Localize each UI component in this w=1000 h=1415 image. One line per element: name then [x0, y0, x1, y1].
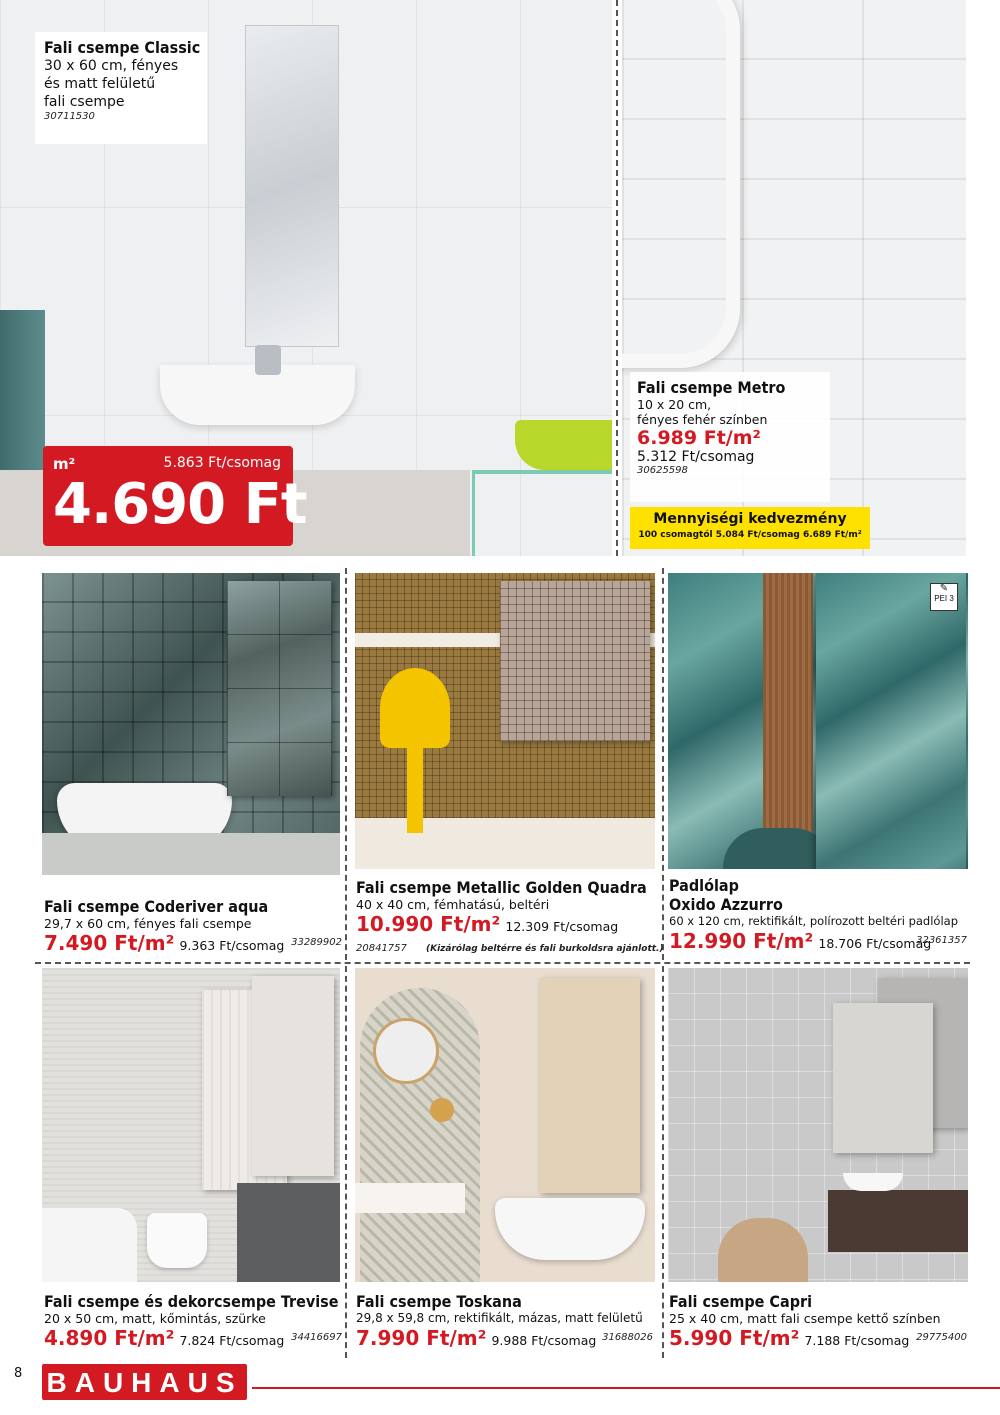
- azzurro-caption: [669, 876, 969, 953]
- capri-tile-sample: [833, 1003, 933, 1153]
- classic-desc-2: és matt felületű: [44, 76, 156, 92]
- azzurro-name-2: Oxido Azzurro: [669, 895, 783, 914]
- azzurro-code: 32361357: [916, 935, 967, 946]
- floor-image: [42, 833, 340, 875]
- classic-desc-3: fali csempe: [44, 94, 125, 110]
- metallic-desc: 40 x 40 cm, fémhatású, beltéri: [356, 897, 550, 912]
- toskana-price: 7.990 Ft/m²: [356, 1326, 487, 1350]
- azzurro-price: 12.990 Ft/m²: [669, 929, 814, 953]
- counter-image: [355, 818, 655, 869]
- separator-top-vertical: [616, 0, 618, 556]
- pei-badge: [930, 583, 958, 611]
- trevise-desc: 20 x 50 cm, matt, kőmintás, szürke: [44, 1311, 266, 1326]
- classic-pack-price: 5.863 Ft/csomag: [163, 455, 281, 471]
- mirror-image: [245, 25, 339, 347]
- separator-mid-horizontal: [35, 962, 970, 964]
- separator-mid-vertical-1: [345, 568, 347, 960]
- toskana-caption: [356, 1292, 661, 1350]
- azzurro-tile-sample: [816, 573, 966, 869]
- coderiver-price: 7.490 Ft/m²: [44, 931, 175, 955]
- metro-caption-box: [630, 372, 830, 502]
- bauhaus-logo-text: BAUHAUS: [46, 1367, 243, 1398]
- coderiver-code: 33289902: [291, 937, 342, 948]
- toskana-tile-sample: [540, 978, 640, 1193]
- azzurro-pack-price: 18.706 Ft/csomag: [818, 936, 932, 951]
- basin-image: [843, 1173, 903, 1191]
- coderiver-name: Fali csempe Coderiver aqua: [44, 897, 269, 916]
- page-number: 8: [14, 1366, 23, 1381]
- pei-icon: ✎: [939, 583, 949, 594]
- separator-mid-vertical-2: [662, 568, 664, 960]
- separator-bottom-vertical-1: [345, 966, 347, 1358]
- ornamental-mirror-image: [622, 0, 740, 368]
- metro-desc-2: fényes fehér színben: [637, 412, 768, 427]
- classic-unit: m²: [53, 455, 76, 473]
- round-mirror-image: [373, 1018, 439, 1084]
- metallic-name: Fali csempe Metallic Golden Quadra: [356, 878, 647, 897]
- metallic-tile-sample: [500, 581, 650, 741]
- bathtub-image: [42, 1208, 137, 1282]
- trevise-photo: [42, 968, 340, 1282]
- toskana-code: 31688026: [602, 1332, 653, 1343]
- vanity-image: [355, 1183, 465, 1213]
- azzurro-desc: 60 x 120 cm, rektifikált, polírozott beltéri padlólap: [669, 914, 959, 928]
- metallic-price: 10.990 Ft/m²: [356, 912, 501, 936]
- metro-discount-title: Mennyiségi kedvezmény: [653, 511, 847, 527]
- metallic-note: (Kizárólag beltérre és fali burkoldsra ajánlott.): [426, 944, 664, 954]
- metro-pack-price: 5.312 Ft/csomag: [637, 449, 755, 465]
- bauhaus-logo[interactable]: [42, 1364, 247, 1400]
- capri-photo: [668, 968, 968, 1282]
- azzurro-name-1: Padlólap: [669, 876, 739, 895]
- metallic-pack-price: 12.309 Ft/csomag: [505, 919, 619, 934]
- classic-code: 30711530: [44, 111, 95, 122]
- pei-badge-label: PEI 3: [934, 594, 954, 603]
- metro-discount-text: 100 csomagtól 5.084 Ft/csomag 6.689 Ft/m²: [638, 530, 862, 540]
- vanity-image: [828, 1190, 968, 1252]
- coderiver-tile-sample: [227, 581, 332, 796]
- capri-pack-price: 7.188 Ft/csomag: [804, 1333, 910, 1348]
- wood-panel-image: [763, 573, 813, 869]
- metro-name: Fali csempe Metro: [637, 378, 786, 397]
- bidet-image: [147, 1213, 207, 1268]
- metro-desc-1: 10 x 20 cm,: [637, 397, 712, 412]
- classic-price-badge: [43, 446, 307, 546]
- capri-code: 29775400: [916, 1332, 967, 1343]
- chair-image: [718, 1218, 808, 1282]
- footer-line: [252, 1387, 1000, 1389]
- towel-image: [0, 310, 45, 470]
- classic-price: 4.690 Ft: [53, 472, 307, 537]
- yellow-stool-image: [380, 668, 450, 748]
- trevise-price: 4.890 Ft/m²: [44, 1326, 175, 1350]
- trevise-code: 34416697: [291, 1332, 342, 1343]
- separator-bottom-vertical-2: [662, 966, 664, 1358]
- stool-stem-image: [407, 743, 423, 833]
- toskana-desc: 29,8 x 59,8 cm, rektifikált, mázas, matt felületű: [356, 1311, 643, 1325]
- coderiver-desc: 29,7 x 60 cm, fényes fali csempe: [44, 916, 252, 931]
- metallic-photo: [355, 573, 655, 869]
- metro-price: 6.989 Ft/m²: [637, 427, 761, 449]
- trevise-name: Fali csempe és dekorcsempe Trevise: [44, 1292, 339, 1311]
- metro-discount-badge: [630, 507, 870, 549]
- cabinet-image: [237, 1183, 340, 1282]
- wall-lamp-image: [430, 1098, 454, 1122]
- trevise-caption: [44, 1292, 344, 1350]
- faucet-image: [255, 345, 281, 375]
- metallic-caption: [356, 878, 664, 955]
- classic-name: Fali csempe Classic: [44, 38, 201, 57]
- capri-name: Fali csempe Capri: [669, 1292, 813, 1311]
- metallic-code: 20841757: [356, 943, 407, 954]
- trevise-pack-price: 7.824 Ft/csomag: [179, 1333, 285, 1348]
- azzurro-photo: [668, 573, 968, 869]
- capri-price: 5.990 Ft/m²: [669, 1326, 800, 1350]
- side-table-image: [472, 470, 612, 556]
- trevise-tile-sample-2: [252, 976, 334, 1176]
- classic-desc-1: 30 x 60 cm, fényes: [44, 58, 179, 74]
- capri-caption: [669, 1292, 969, 1350]
- toskana-pack-price: 9.988 Ft/csomag: [491, 1333, 597, 1348]
- toskana-photo: [355, 968, 655, 1282]
- metro-code: 30625598: [637, 465, 688, 476]
- coderiver-pack-price: 9.363 Ft/csomag: [179, 938, 285, 953]
- toskana-name: Fali csempe Toskana: [356, 1292, 522, 1311]
- coderiver-caption: [44, 897, 344, 955]
- classic-caption-box: [35, 32, 207, 144]
- bowl-image: [515, 420, 612, 470]
- capri-desc: 25 x 40 cm, matt fali csempe kettő színben: [669, 1311, 941, 1326]
- coderiver-photo: [42, 573, 340, 875]
- bathtub-image: [495, 1198, 645, 1260]
